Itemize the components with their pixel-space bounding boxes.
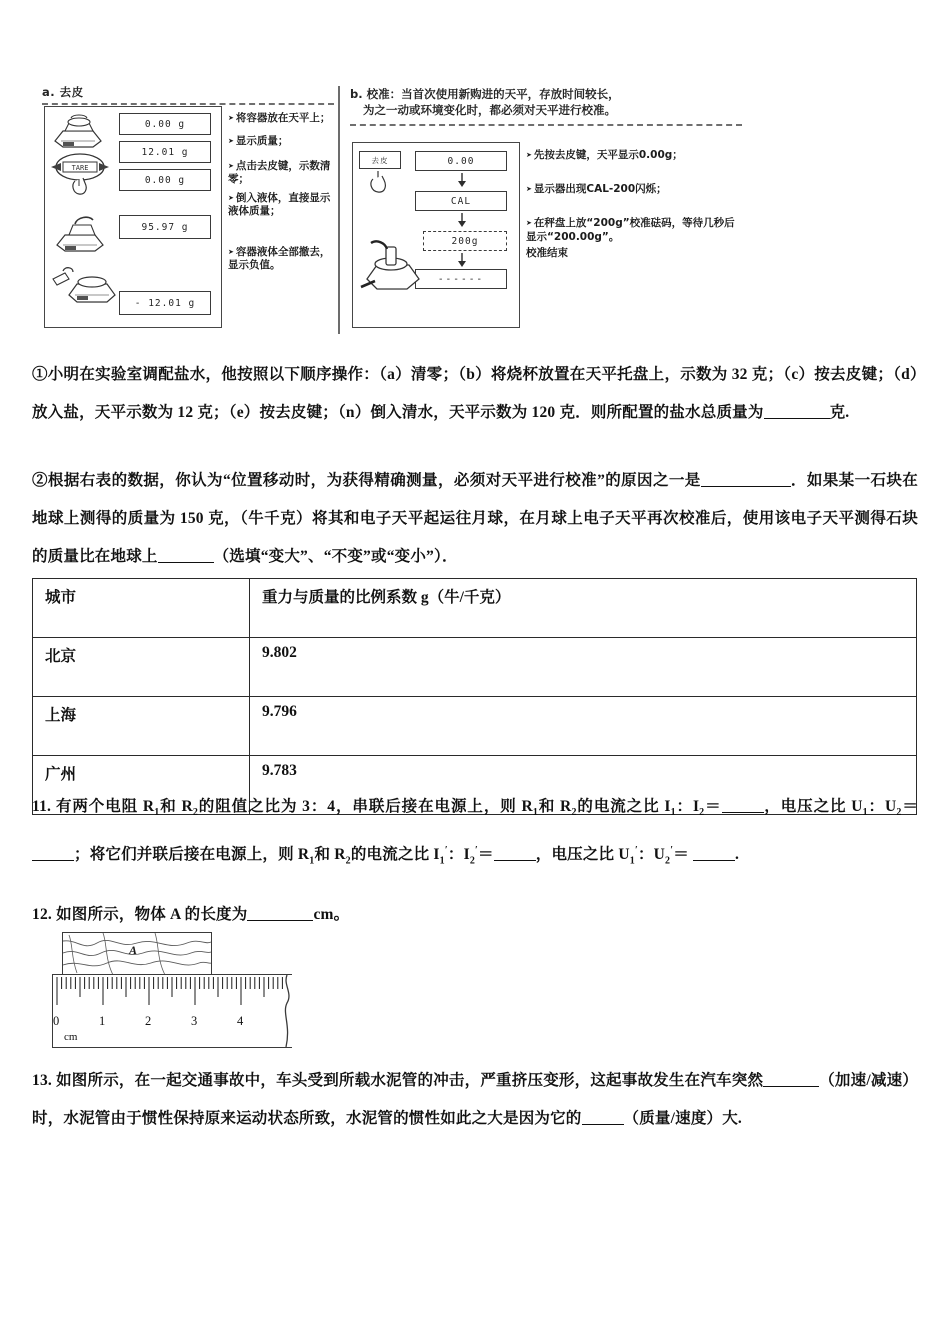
q11-s14: ：I [447, 846, 470, 864]
q11-s19: . [735, 846, 740, 864]
q11-sub3: 1 [532, 807, 539, 819]
balance-icon-pour [49, 215, 115, 257]
q11-sub4: 2 [571, 807, 577, 819]
cal-lcd-2: CAL [415, 191, 507, 211]
tare-diagram-box [44, 106, 222, 328]
table-cell-value: 9.796 [250, 697, 917, 756]
tare-key-press-icon [49, 153, 111, 197]
q11-sub14: 2 [665, 855, 671, 867]
calibration-step-3: ➤ 在秤盘上放“200g”校准砝码，等待几秒后显示“200.00g”。 [526, 216, 740, 244]
down-arrow-icon-2 [457, 213, 467, 227]
q11-prime2: ′ [475, 845, 479, 857]
table-cell-value: 9.802 [250, 638, 917, 697]
q12-answer-blank[interactable] [247, 920, 313, 921]
down-arrow-icon-3 [457, 253, 467, 267]
ruler-tick-label-4: 4 [237, 1014, 244, 1028]
lcd-display-5: - 12.01 g [119, 291, 211, 315]
question-13-paragraph [32, 1062, 918, 1138]
q1-answer-blank[interactable] [764, 418, 830, 419]
q11-sub8: 2 [896, 807, 902, 819]
q11-sub13: 1 [629, 855, 635, 867]
q11-sub6: 2 [699, 807, 705, 819]
q11-sub5: 1 [670, 807, 676, 819]
tare-step-3: ➤ 点击去皮键，示数清零； [228, 160, 334, 186]
q12-text-part2: cm。 [313, 906, 350, 923]
q11-sub9: 1 [309, 855, 315, 867]
q12-number: 12. [32, 906, 52, 923]
q2-answer-blank-1[interactable] [701, 486, 791, 487]
textbook-scan-figure [42, 84, 742, 336]
table-header-row [33, 579, 917, 638]
ruler-measurement-figure [52, 932, 302, 1054]
q1-text-part1: 小明在实验室调配盐水，他按照以下顺序操作：（a）清零；（b）将烧杯放置在天平托盘上，示数为 32 克；（c）按去皮键；（d）放入盐，天平示数为 12 克；（e）按去皮键；（n）倒入清水，天平示数为 120 克．则所配置的盐水总质量为 [32, 366, 918, 421]
q11-s1: 有两个电阻 R [55, 798, 155, 815]
q11-s13: 的电流之比 I [350, 846, 440, 864]
lcd-display-3: 0.00 g [119, 169, 211, 191]
q11-s3: 的阻值之比为 3：4，串联后接在电源上，则 R [198, 798, 533, 815]
table-cell-city: 北京 [33, 638, 250, 697]
calibration-step-2: ➤ 显示器出现CAL-200闪烁； [526, 182, 740, 196]
lcd-display-1: 0.00 g [119, 113, 211, 135]
q11-sub12: 2 [469, 855, 476, 867]
q11-sub10: 2 [345, 855, 351, 867]
q11-s11: ；将它们并联后接在电源上，则 R [74, 846, 310, 864]
q13-text-part1: 如图所示，在一起交通事故中，车头受到所载水泥管的冲击，严重挤压变形，这起事故发生在汽车突然 [56, 1072, 764, 1089]
lcd-display-4: 95.97 g [119, 215, 211, 239]
table-header-coefficient: 重力与质量的比例系数 g（牛/千克） [250, 579, 917, 638]
calibration-steps [526, 148, 740, 262]
tare-step-2: ➤ 显示质量； [228, 135, 334, 148]
q11-s2: 和 R [159, 798, 193, 815]
lcd-display-2: 12.01 g [119, 141, 211, 163]
tare-steps [228, 112, 334, 274]
q11-s5: 的电流之比 I [576, 798, 671, 815]
calibration-diagram-box [352, 142, 520, 328]
calibration-step-4: 校准结束 [526, 247, 568, 259]
calibration-title-line1: b. 校准：当首次使用新购进的天平，存放时间较长， [350, 87, 620, 101]
q11-s18: ＝ [673, 846, 689, 864]
ruler-tick-label-1: 1 [99, 1014, 106, 1028]
balance-icon-1 [49, 111, 111, 151]
q11-sub11: 1 [439, 855, 445, 867]
tare-panel [42, 84, 334, 336]
balance-icon-empty [47, 265, 119, 307]
table-cell-value: 9.783 [250, 756, 917, 815]
calibration-divider [350, 124, 742, 126]
q13-number: 13. [32, 1072, 52, 1089]
q11-s9: ：U [867, 798, 897, 815]
tare-step-5: ➤ 容器液体全部撤去，显示负值。 [228, 246, 334, 272]
cal-lcd-1: 0.00 [415, 151, 507, 171]
tare-button[interactable]: 去皮 [359, 151, 401, 169]
q11-prime4: ′ [670, 845, 674, 857]
question-11-paragraph [32, 788, 918, 880]
q11-answer-blank-2[interactable] [32, 860, 74, 861]
table-cell-city: 上海 [33, 697, 250, 756]
calibration-panel [350, 84, 742, 336]
question-1-paragraph [32, 356, 918, 432]
tare-divider [42, 103, 334, 105]
q13-answer-blank-2[interactable] [582, 1124, 624, 1125]
q11-prime3: ′ [634, 845, 638, 857]
q11-number: 11. [32, 798, 52, 815]
tare-step-4: ➤ 倒入液体，直接显示液体质量； [228, 192, 334, 218]
q11-s16: ，电压之比 U [535, 846, 630, 864]
q1-text-part2: 克. [829, 404, 850, 421]
cal-lcd-4: ------ [415, 269, 507, 289]
table-header-city: 城市 [33, 579, 250, 638]
ruler-tick-label-0: 0 [53, 1014, 60, 1028]
q11-s8: ，电压之比 U [763, 798, 863, 815]
q2-text-part3: （选填“变大”、“不变”或“变小”）． [213, 548, 458, 565]
q11-s17: ：U [637, 846, 666, 864]
q13-text-part2: （加速/减速）时，水泥管由于惯性保持原来运动状态所致，水泥管的惯性如此之大是因为它的 [32, 1072, 918, 1127]
q2-answer-blank-2[interactable] [158, 562, 214, 563]
ruler-tick-label-2: 2 [145, 1014, 152, 1028]
q11-s10: ＝ [901, 798, 919, 815]
q11-s15: ＝ [478, 846, 494, 864]
q2-text-part1: 根据右表的数据，你认为“位置移动时，为获得精确测量，必须对天平进行校准”的原因之一是 [47, 472, 701, 489]
q11-answer-blank-1[interactable] [722, 812, 764, 813]
calibration-step-1: ➤ 先按去皮键，天平显示0.00g； [526, 148, 740, 162]
ruler-tick-label-3: 3 [191, 1014, 198, 1028]
q1-marker: ① [32, 366, 48, 383]
q12-text-part1: 如图所示，物体 A 的长度为 [56, 906, 248, 923]
q11-s4: 和 R [538, 798, 572, 815]
q11-answer-blank-3[interactable] [494, 860, 536, 861]
q11-sub7: 1 [862, 807, 868, 819]
q13-text-part3: （质量/速度）大. [623, 1110, 742, 1127]
object-a-block [62, 932, 212, 976]
calibration-title-line2: 为之一动或环境变化时，都必须对天平进行校准。 [363, 103, 616, 117]
q2-text-part2: ．如果某一石块在地球上测得的质量为 150 克，（牛千克）将其和电子天平起运往月球，在月球上电子天平再次校准后，使用该电子天平测得石块的质量比在地球上 [32, 472, 919, 565]
gravity-coefficient-table [32, 578, 917, 815]
table-row [33, 638, 917, 697]
balance-with-weight-icon [357, 239, 425, 301]
finger-press-icon [365, 169, 399, 195]
table-cell-city: 广州 [33, 756, 250, 815]
down-arrow-icon-1 [457, 173, 467, 187]
q13-answer-blank-1[interactable] [763, 1086, 819, 1087]
question-12-paragraph [32, 896, 918, 934]
object-a-label: A [129, 943, 138, 957]
tare-panel-title: a. 去皮 [42, 85, 84, 99]
cal-lcd-3: 200g [423, 231, 507, 251]
table-row [33, 697, 917, 756]
panel-divider [338, 86, 340, 334]
q11-prime1: ′ [444, 845, 448, 857]
q2-marker: ② [32, 472, 48, 489]
q11-s6: ：I [675, 798, 700, 815]
svg-text:TARE: TARE [71, 164, 89, 172]
q11-s12: 和 R [314, 846, 346, 864]
tare-step-1: ➤ 将容器放在天平上； [228, 112, 334, 125]
q11-sub1: 1 [154, 807, 160, 819]
ruler-body [52, 974, 292, 1048]
q11-s7: ＝ [704, 798, 722, 815]
question-2-paragraph [32, 462, 918, 576]
ruler-ticks [53, 975, 293, 1047]
q11-sub2: 2 [192, 807, 199, 819]
q11-answer-blank-4[interactable] [693, 860, 735, 861]
ruler-unit-label: cm [64, 1031, 78, 1043]
